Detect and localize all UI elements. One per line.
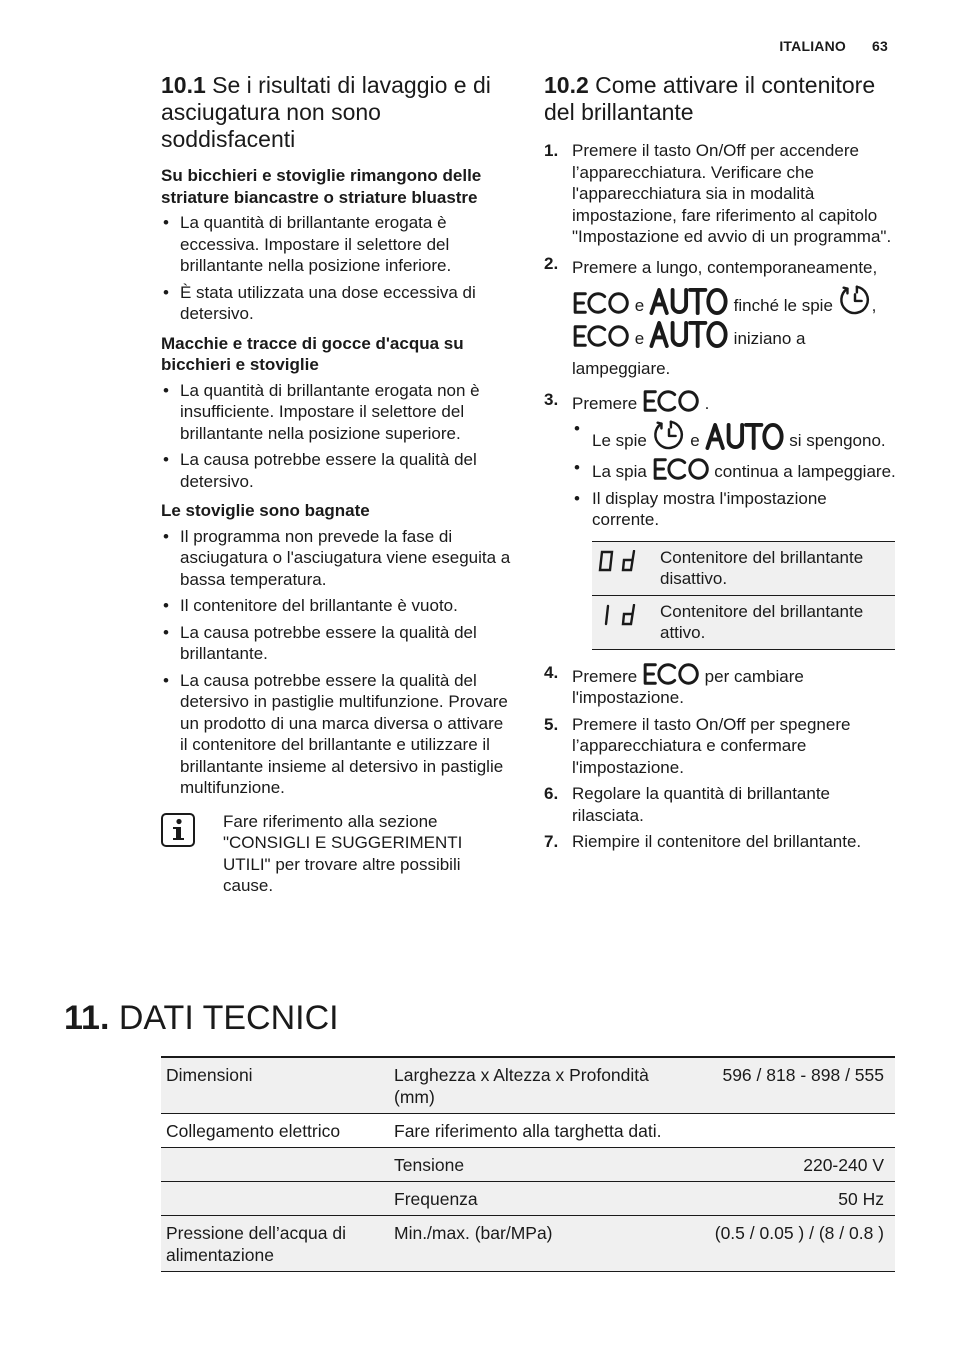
step-5: 5. Premere il tasto On/Off per spegnere l’apparecchiatura e confermare l'impostazione. (544, 714, 851, 777)
eco-icon (572, 291, 630, 315)
section-11-title: 11. DATI TECNICI (64, 999, 339, 1037)
auto-icon (649, 288, 729, 315)
table-cell: Frequenza (389, 1182, 659, 1216)
eco-icon (642, 389, 700, 413)
step-4: 4. Premere per cambiare l'impostazione. (544, 662, 804, 707)
table-row (592, 595, 895, 649)
table-cell: Fare riferimento alla targhetta dati. (389, 1114, 895, 1148)
steps-list (544, 140, 896, 853)
table-cell: 50 Hz (659, 1182, 895, 1216)
section-10-1 (161, 72, 511, 897)
list-item: • Il programma non prevede la fase di asciugatura o l'asciugatura viene eseguita a bassa temperatura. (161, 526, 511, 591)
table-row (161, 1057, 895, 1114)
list-item: • Il contenitore del brillantante è vuoto. (161, 595, 511, 617)
table-row (592, 541, 895, 595)
list-item: • La quantità di brillantante erogata è eccessiva. Impostare il selettore del brillantante nella posizione inferiore. (161, 212, 511, 277)
eco-icon (572, 324, 630, 348)
step-6: 6. Regolare la quantità di brillantante rilasciata. (544, 784, 831, 825)
bullet-list (572, 418, 896, 531)
table-row (161, 1216, 895, 1272)
clock-icon (838, 283, 872, 317)
table-cell (161, 1148, 389, 1182)
display-desc: Contenitore del brillantante attivo. (654, 595, 895, 649)
subheading-water-spots: Macchie e tracce di gocce d'acqua su bicchieri e stoviglie (161, 333, 464, 374)
list-item: • La causa potrebbe essere la qualità del detersivo in pastiglie multifunzione. Provare un prodotto di una marca diversa o attivare il contenitore del brillantante e utilizzare il brillantante insieme al detersivo in pastiglie multifunzione. (161, 670, 511, 799)
list-item: • La causa potrebbe essere la qualità del detersivo. (161, 449, 511, 492)
technical-data-table (161, 1056, 895, 1272)
table-cell: 220-240 V (659, 1148, 895, 1182)
eco-icon (652, 457, 710, 481)
table-cell: 596 / 818 - 898 / 555 (659, 1057, 895, 1114)
table-cell: Larghezza x Altezza x Profondità (mm) (389, 1057, 659, 1114)
list-item: • Le spie e si spengono. (572, 418, 896, 452)
list-item: • Il display mostra l'impostazione corrente. (572, 488, 896, 531)
bullet-list (161, 526, 511, 799)
step-7: 7. Riempire il contenitore del brillantante. (544, 832, 862, 851)
list-item: • La quantità di brillantante erogata non è insufficiente. Impostare il selettore del brillantante nella posizione superiore. (161, 380, 511, 445)
step-2: 2. Premere a lungo, contemporaneamente, e finché le spie , e iniziano a lampeggiare. (544, 253, 878, 378)
list-item: • La causa potrebbe essere la qualità del brillantante. (161, 622, 511, 665)
display-code-1d (592, 595, 654, 649)
display-desc: Contenitore del brillantante disattivo. (654, 541, 895, 595)
table-row (161, 1148, 895, 1182)
auto-icon (705, 423, 785, 450)
bullet-list (161, 212, 511, 325)
display-table (592, 541, 895, 650)
section-10-2 (544, 72, 896, 858)
subheading-wet-dishes: Le stoviglie sono bagnate (161, 501, 370, 520)
bullet-list (161, 380, 511, 493)
subheading-streaks: Su bicchieri e stoviglie rimangono delle striature biancastre o striature bluastre (161, 166, 482, 207)
info-icon (161, 813, 195, 847)
list-item: • È stata utilizzata una dose eccessiva di detersivo. (161, 282, 511, 325)
section-10-2-title: 10.2 Come attivare il contenitore del brillantante (544, 72, 876, 125)
info-note (161, 811, 511, 897)
auto-icon (649, 321, 729, 348)
page-number: 63 (872, 38, 888, 54)
table-cell: Dimensioni (161, 1057, 389, 1114)
table-cell: (0.5 / 0.05 ) / (8 / 0.8 ) (659, 1216, 895, 1272)
table-row (161, 1114, 895, 1148)
table-cell: Pressione dell’acqua di alimentazione (161, 1216, 389, 1272)
page-header (779, 38, 888, 54)
step-3: 3. Premere . • Le spie e si spengono. • La spia continua a lampeggiare. • Il display mostra l'impostazione corrente. Contenitore del brillantante disattivo. Contenitore del brillantante attivo. (544, 389, 896, 650)
section-10-1-title: 10.1 Se i risultati di lavaggio e di asciugatura non sono soddisfacenti (161, 72, 491, 152)
table-row (161, 1182, 895, 1216)
info-note-text: Fare riferimento alla sezione "CONSIGLI E SUGGERIMENTI UTILI" per trovare altre possibili cause. (223, 811, 463, 895)
table-cell (161, 1182, 389, 1216)
list-item: • La spia continua a lampeggiare. (572, 457, 896, 483)
display-code-0d (592, 541, 654, 595)
table-cell: Tensione (389, 1148, 659, 1182)
clock-icon (652, 418, 686, 452)
step-1: 1. Premere il tasto On/Off per accendere l’apparecchiatura. Verificare che l'apparecchiatura sia in modalità impostazione, fare riferimento al capitolo "Impostazione ed avvio di un programma". (544, 141, 892, 246)
header-language: ITALIANO (779, 38, 847, 54)
table-cell: Collegamento elettrico (161, 1114, 389, 1148)
table-cell: Min./max. (bar/MPa) (389, 1216, 659, 1272)
eco-icon (642, 662, 700, 686)
